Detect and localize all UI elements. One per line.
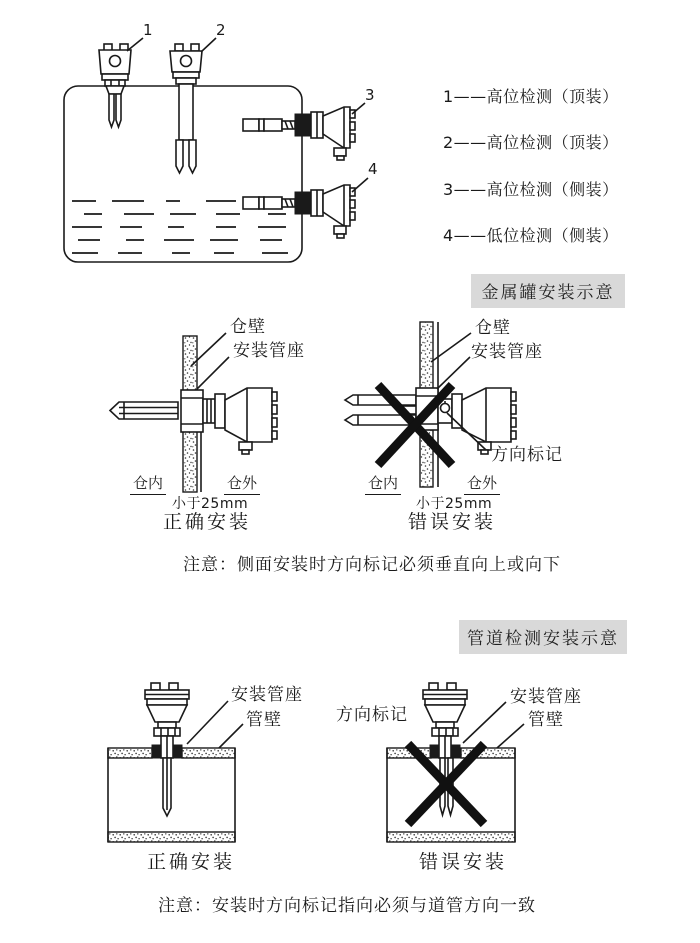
dimension-label: 小于25mm bbox=[172, 496, 249, 512]
wall-label: 管壁 bbox=[528, 710, 564, 730]
callout-4: 4 bbox=[368, 160, 378, 178]
socket-label-leader bbox=[463, 702, 506, 743]
socket-label: 安装管座 bbox=[471, 342, 543, 362]
wall-label-leader bbox=[497, 724, 524, 748]
outside-label: 仓外 bbox=[464, 475, 500, 492]
mounting-socket bbox=[181, 390, 203, 432]
sensor-neck bbox=[203, 394, 225, 428]
socket-label: 安装管座 bbox=[231, 685, 303, 705]
wrong-caption: 错误安装 bbox=[419, 851, 508, 873]
mount-block-left bbox=[430, 745, 439, 758]
legend-item-3: 3——高位检测（侧装） bbox=[443, 180, 619, 199]
section-header-pipe: 管道检测安装示意 bbox=[459, 620, 627, 654]
dimension-label: 小于25mm bbox=[416, 496, 493, 512]
direction-mark bbox=[441, 404, 450, 413]
wrong-caption: 错误安装 bbox=[408, 511, 497, 533]
socket-label-leader bbox=[437, 357, 470, 389]
direction-label: 方向标记 bbox=[491, 445, 563, 465]
callout-4-leader bbox=[352, 178, 368, 192]
callout-3: 3 bbox=[365, 86, 375, 104]
callout-2-leader bbox=[201, 38, 216, 52]
callout-2: 2 bbox=[216, 21, 226, 39]
mount-block-right bbox=[173, 745, 182, 758]
wall-label: 仓壁 bbox=[475, 318, 511, 338]
section-header-metal-tank: 金属罐安装示意 bbox=[471, 274, 625, 308]
wall-label: 仓壁 bbox=[230, 317, 266, 337]
outside-label: 仓外 bbox=[224, 475, 260, 492]
sensor-housing bbox=[225, 388, 277, 454]
fork-blade-edge-view bbox=[163, 758, 171, 816]
callout-3-leader bbox=[352, 103, 365, 114]
socket-label-leader bbox=[187, 701, 228, 744]
legend-item-4: 4——低位检测（侧装） bbox=[443, 226, 619, 245]
legend-item-1: 1——高位检测（顶装） bbox=[443, 87, 619, 106]
socket-label: 安装管座 bbox=[233, 341, 305, 361]
callout-1-leader bbox=[127, 38, 143, 51]
callout-1: 1 bbox=[143, 21, 153, 39]
tank-diagram bbox=[0, 0, 440, 270]
socket-label: 安装管座 bbox=[510, 687, 582, 707]
mount-block-left bbox=[152, 745, 161, 758]
pipe-mount-note: 注意：安装时方向标记指向必须与道管方向一致 bbox=[158, 896, 536, 916]
direction-label: 方向标记 bbox=[336, 705, 408, 725]
fork-probe-side-view bbox=[110, 402, 178, 419]
wall-label-leader bbox=[219, 724, 243, 748]
wall-label-leader bbox=[431, 333, 471, 362]
side-mount-note: 注意：侧面安装时方向标记必须垂直向上或向下 bbox=[183, 555, 561, 575]
inside-label: 仓内 bbox=[130, 475, 166, 492]
correct-caption: 正确安装 bbox=[163, 511, 252, 533]
socket-label-leader bbox=[197, 357, 229, 389]
legend-item-2: 2——高位检测（顶装） bbox=[443, 133, 619, 152]
correct-caption: 正确安装 bbox=[147, 851, 236, 873]
wall-label: 管壁 bbox=[246, 710, 282, 730]
mount-block-right bbox=[451, 745, 460, 758]
inside-label: 仓内 bbox=[365, 475, 401, 492]
